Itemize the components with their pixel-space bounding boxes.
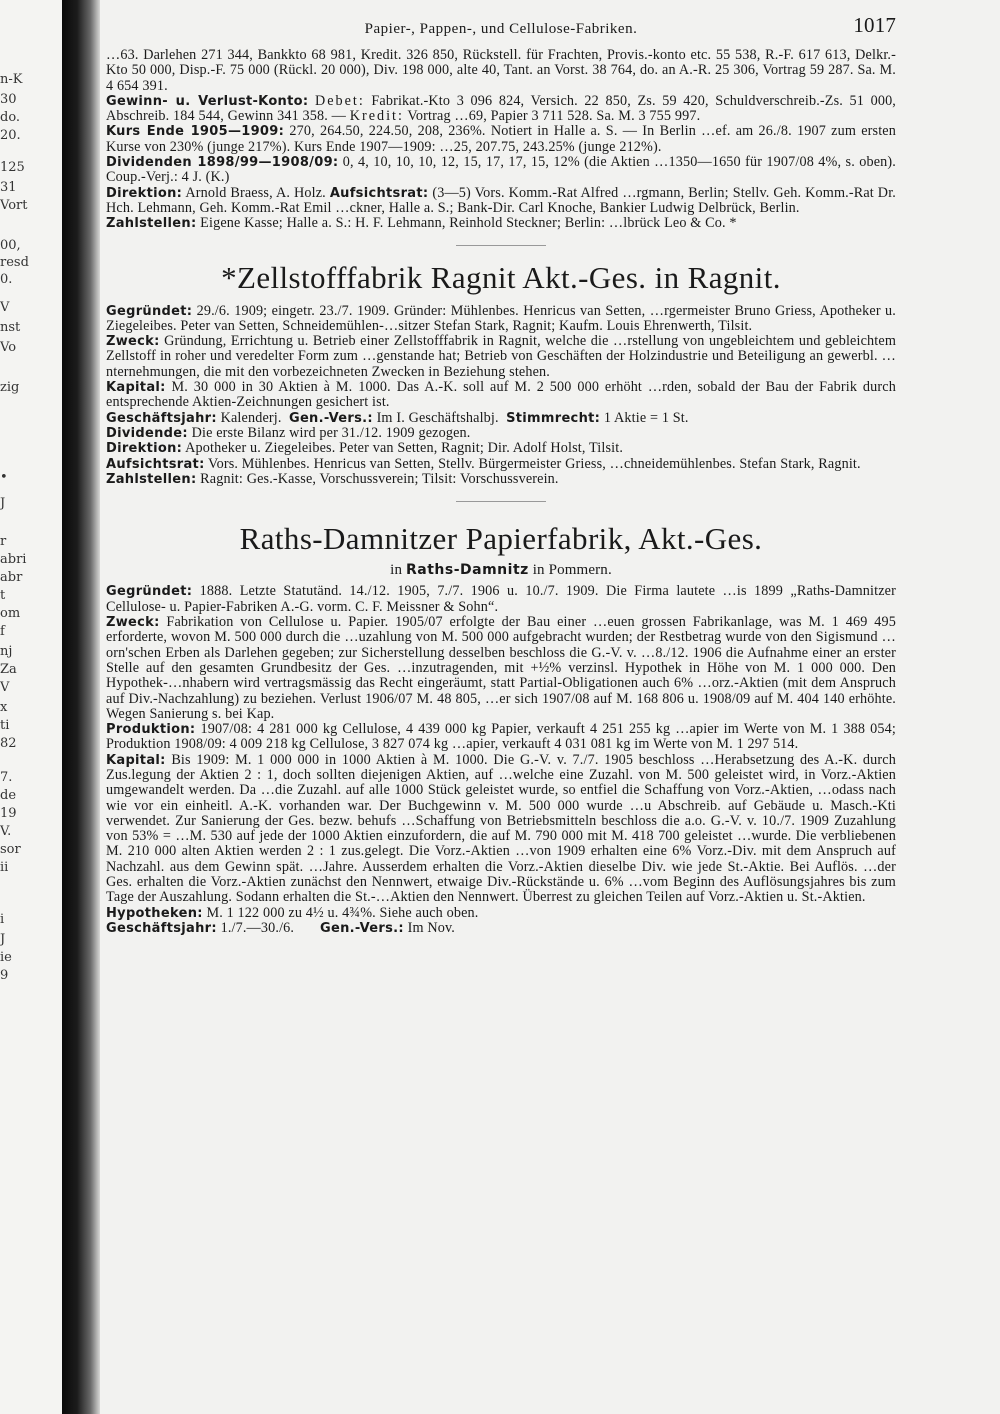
kredit-text: Vortrag …69, Papier 3 711 528. Sa. M. 3 755 997. (407, 108, 701, 125)
zweck-label: Zweck: (106, 615, 160, 631)
gegruendet-label: Gegründet: (106, 584, 193, 600)
dividende-text: Die erste Bilanz wird per 31./12. 1909 gezogen. (191, 424, 471, 441)
kapital-text: Bis 1909: M. 1 000 000 in 1000 Aktien à M. 1000. Die G.-V. v. 7./7. 1905 beschloss …Herabsetzung des A.-K. durch Zus.legung der Aktien 2 : 1, doch sollten diejenigen Aktien, auf …welche eine Zuzahl. von M. 500 geleistet wird, in Vorz.-Aktien umgewandelt werden. Da …die Zuzahl. auf alle 1000 Stück geleistet wurde, so entfiel die Schaffung von Vorz.-Aktien, …odass nach wie vor ein einheitl. A.-K. vorhanden war. Der Buchgewinn v. M. 500 000 wurde …u Abschreib. auf Gebäude u. Masch.-Kti verwendet. Zur Sanierung der Ges. bezw. behufs …Schaffung von Betriebsmitteln beschloss die a.o. G.-V. v. 10./7. 1909 Zuzahlung von 53% = …M. 530 auf jede der 1000 Aktien einzufordern, die auf M. 790 000 mit M. 418 700 geleistet …wurde. Die verbliebenen M. 210 000 alten Aktien werden 2 : 1 zus.gelegt. Die Vorz.-Aktien …von 1909 erhalten eine 6% Vorz.-Div. mit dem Anspruch auf Nachzahl. aus dem Gewinn spät. …Jahre. Ausserdem erhalten die Vorz.-Aktien dieselbe Div. wie jede St.-Aktie. Bei Auflös. …der Ges. erhalten die Vorz.-Aktien zunächst den Nennwert, etwaige Div.-Rückstände u. 6% …vom Beginn des Auflösungsjahres bis zum Tage der Auszahlung. Sodann erhalten die St.-…Aktien den Nennwert. Überrest zu gleichen Teilen auf Vorz.-Aktien u. St.-Aktien. (106, 751, 896, 906)
dividenden-entry (106, 155, 896, 186)
margin-fragment: do. (0, 110, 21, 125)
company-title: *Zellstofffabrik Ragnit Akt.-Ges. in Ragnit. (221, 259, 781, 295)
book-spine-shadow (62, 0, 100, 1414)
produktion-entry (106, 722, 896, 753)
location-prefix: in (390, 562, 403, 579)
stimmrecht-label: Stimmrecht: (506, 410, 601, 426)
margin-fragment: t (0, 588, 6, 603)
stimmrecht-text: 1 Aktie = 1 St. (603, 409, 689, 426)
margin-fragment: abr (0, 570, 23, 585)
zahlstellen-text: Ragnit: Ges.-Kasse, Vorschussverein; Tilsit: Vorschussverein. (200, 470, 559, 487)
margin-fragment: 7. (0, 770, 13, 785)
direktion-entry (106, 441, 896, 456)
location-place: Raths-Damnitz (406, 562, 529, 579)
zahlstellen-entry (106, 216, 896, 231)
entry-raths-damnitzer-papierfabrik (106, 522, 896, 936)
running-head: Papier-, Pappen-, und Cellulose-Fabriken. (364, 21, 638, 37)
kredit-label: Kredit: (349, 108, 404, 125)
dividenden-text: 0, 4, 10, 10, 10, 12, 15, 17, 17, 15, 12% (die Aktien …1350—1650 für 1907/08 4%, s. oben). Coup.-Verj.: 4 J. (K.) (106, 154, 896, 186)
page-number: 1017 (853, 13, 896, 37)
margin-fragment: 31 (0, 180, 17, 195)
section-divider (456, 501, 546, 502)
margin-fragment: 20. (0, 128, 21, 143)
kurs-entry (106, 124, 896, 155)
geschaeftsjahr-label: Geschäftsjahr: (106, 920, 217, 936)
margin-fragment: 9 (0, 968, 9, 983)
margin-fragment: 0. (0, 272, 13, 287)
gegruendet-text: 29./6. 1909; eingetr. 23./7. 1909. Gründer: Mühlenbes. Henricus van Setten, …rgermeister Bruno Griess, Apotheker u. Ziegeleibes. Peter van Setten, Schneidemühlen-…sitzer Stefan Stark, Ragnit; Kaufm. Louis Ehrenwerth, Tilsit. (106, 302, 896, 334)
aufsichtsrat-label: Aufsichtsrat: (329, 185, 429, 201)
margin-fragment: f (0, 624, 5, 639)
gen-vers-label: Gen.-Vers.: (320, 920, 404, 936)
gegruendet-text: 1888. Letzte Statutänd. 14./12. 1905, 7./7. 1906 u. 10./7. 1909. Die Firma lautete …is 1899 „Raths-Damnitzer Cellulose- u. Papier-Fabriken A.-G. vorm. C. F. Meissner & Sohn“. (106, 583, 897, 615)
direktion-text: Apotheker u. Ziegeleibes. Peter van Setten, Ragnit; Dir. Adolf Holst, Tilsit. (185, 440, 624, 457)
kapital-text: M. 30 000 in 30 Aktien à M. 1000. Das A.-K. soll auf M. 2 500 000 erhöht …rden, sobald der Bau der Fabrik durch entsprechende Aktien-Zeichnungen gesichert ist. (106, 379, 896, 411)
gen-vers-text: Im I. Geschäftshalbj. (376, 409, 499, 426)
gegruendet-label: Gegründet: (106, 303, 193, 319)
margin-fragment: nst (0, 320, 21, 335)
margin-fragment: i (0, 912, 5, 927)
margin-fragment: n-K (0, 72, 23, 87)
zweck-entry (106, 334, 896, 380)
margin-fragment: 30 (0, 92, 17, 107)
dividende-label: Dividende: (106, 425, 188, 441)
gegruendet-entry (106, 584, 896, 615)
margin-fragment: de (0, 788, 17, 803)
margin-fragment: zig (0, 380, 20, 395)
margin-fragment: ii (0, 860, 9, 875)
company-location (106, 563, 896, 578)
kapital-entry (106, 753, 896, 906)
margin-fragment: Vort (0, 198, 28, 213)
gegruendet-entry (106, 304, 896, 335)
gewinn-verlust-label: Gewinn- u. Verlust-Konto: (106, 93, 309, 109)
direktion-entry (106, 186, 896, 217)
geschaeftsjahr-text: 1./7.—30./6. (220, 919, 295, 936)
aufsichtsrat-text: Vors. Mühlenbes. Henricus van Setten, Stellv. Bürgermeister Griess, …chneidemühlenbes. Stefan Stark, Ragnit. (208, 455, 861, 472)
page-header (106, 13, 896, 48)
hypotheken-entry (106, 906, 896, 921)
gewinn-verlust-entry (106, 94, 896, 125)
aufsichtsrat-text: (3—5) Vors. Komm.-Rat Alfred …rgmann, Berlin; Stellv. Geh. Komm.-Rat Dr. Hch. Lehmann, Geh. Komm.-Rat Emil …ckner, Halle a. S.; Bank-Dir. Carl Knoche, Bankier Ludwig Delbrück, Berlin. (106, 184, 896, 216)
company-title: Raths-Damnitzer Papierfabrik, Akt.-Ges. (239, 521, 763, 557)
margin-fragment: ie (0, 950, 12, 965)
zweck-text: Fabrikation von Cellulose u. Papier. 1905/07 erfolgte der Bau einer …euen grossen Fabrikanlage, was M. 1 469 495 erforderte, wovon M. 500 000 durch die …uzahlung von M. 500 000 aufgebracht wurden; der Restbetrag wurde von den Sigismund …orn'schen Erben als Darlehen gegeben; zur Sicherstellung desselben beschloss die G.-V. v. …8./12. 1906 die Aufnahme einer an erster Stelle auf den gesamten Grundbesitz der Ges. …inzutragenden, mit +½% verzinsl. Hypothek in Höhe von M. 1 000 000. Den Hypothek-…nhabern wird vertragsmässig das Recht eingeräumt, statt Partial-Obligationen auch 6% …orz.-Aktien (mit dem Anspruch auf Div.-Nachzahlung) zu beziehen. Verlust 1906/07 M. 48 805, …er sich 1907/08 auf M. 168 806 u. 1908/09 auf M. 404 140 erhöhte. Wegen Sanierung s. bei Kap. (106, 614, 896, 722)
aufsichtsrat-label: Aufsichtsrat: (106, 456, 205, 472)
margin-fragment: x (0, 700, 8, 715)
margin-fragment: 00, (0, 238, 21, 253)
direktion-label: Direktion: (106, 441, 183, 457)
margin-fragment: nj (0, 644, 13, 659)
margin-fragment: 125 (0, 160, 25, 175)
geschaeftsjahr-entry (106, 921, 896, 936)
margin-fragment: om (0, 606, 21, 621)
zweck-entry (106, 615, 896, 722)
kapital-label: Kapital: (106, 752, 166, 768)
debet-text: Fabrikat.-Kto 3 096 824, Versich. 22 850, Zs. 59 420, Schuldverschreib.-Zs. 51 000, Abschreib. 184 544, Gewinn 341 358. — (106, 92, 897, 125)
margin-fragment: Za (0, 662, 17, 677)
geschaeftsjahr-label: Geschäftsjahr: (106, 410, 217, 426)
entry-zellstofffabrik-ragnit (106, 261, 896, 488)
margin-fragment: V (0, 680, 10, 695)
left-margin-fragments (0, 0, 62, 1414)
zahlstellen-label: Zahlstellen: (106, 216, 197, 232)
gen-vers-label: Gen.-Vers.: (288, 410, 373, 426)
hypotheken-text: M. 1 122 000 zu 4½ u. 4¾%. Siehe auch oben. (206, 904, 479, 921)
margin-fragment: sor (0, 842, 21, 857)
kurs-label: Kurs Ende 1905—1909: (106, 124, 285, 140)
direktion-label: Direktion: (106, 185, 183, 201)
produktion-label: Produktion: (106, 722, 196, 738)
margin-fragment: ti (0, 718, 10, 733)
margin-fragment: r (0, 534, 7, 549)
margin-fragment: abri (0, 552, 27, 567)
location-suffix: in Pommern. (532, 562, 612, 579)
zweck-text: Gründung, Errichtung u. Betrieb einer Zellstofffabrik in Ragnit, welche die …rstellung von ungebleichtem und gebleichtem Zellstoff in roher und veredelter Form zum …genstande hat; Betrieb von Geschäften der Holzindustrie und Beteiligung an gewerbl. …nternehmungen, die mit den vorbezeichneten Zwecken in Beziehung stehen. (106, 333, 897, 380)
kapital-label: Kapital: (106, 380, 166, 396)
kurs-text: 270, 264.50, 224.50, 208, 236%. Notiert in Halle a. S. — In Berlin …ef. am 26./8. 1907 zum ersten Kurse von 230% (junge 217%). Kurs Ende 1907—1909: …25, 207.75, 243.25% (junge 212%). (106, 123, 896, 155)
zahlstellen-entry (106, 472, 896, 487)
margin-fragment: V (0, 300, 10, 315)
margin-fragment: J (0, 932, 6, 947)
margin-fragment: 19 (0, 806, 17, 821)
margin-fragment: V. (0, 824, 12, 839)
dividenden-label: Dividenden 1898/99—1908/09: (106, 155, 339, 171)
page-content (106, 13, 897, 936)
dividende-entry (106, 426, 896, 441)
margin-fragment: Vo (0, 340, 17, 355)
margin-fragment: • (0, 470, 8, 485)
zweck-label: Zweck: (106, 334, 160, 350)
margin-fragment: resd (0, 255, 29, 270)
margin-fragment: 82 (0, 736, 17, 751)
gen-vers-text: Im Nov. (407, 919, 456, 936)
hypotheken-label: Hypotheken: (106, 905, 203, 921)
balance-text: …63. Darlehen 271 344, Bankkto 68 981, Kredit. 326 850, Rückstell. für Frachten, Provis.-konto etc. 55 538, R.-F. 617 613, Delkr.-Kto 50 000, Disp.-F. 75 000 (Rückl. 20 000), Div. 198 000, alte 40, Tant. an Vorst. 38 764, do. an A.-R. 25 306, Vortrag 59 287. Sa. M. 4 654 391. (106, 47, 896, 94)
previous-entry-continuation (106, 48, 896, 232)
direktion-text: Arnold Braess, A. Holz. (185, 184, 326, 201)
kapital-entry (106, 380, 896, 411)
section-divider (456, 245, 546, 246)
produktion-text: 1907/08: 4 281 000 kg Cellulose, 4 439 000 kg Papier, verkauft 4 251 255 kg …apier im Werte von M. 1 388 054; Produktion 1908/09: 4 009 218 kg Cellulose, 3 827 074 kg …apier, verkauft 4 031 081 kg im Werte von M. 1 297 514. (106, 721, 896, 753)
zahlstellen-label: Zahlstellen: (106, 471, 197, 487)
debet-label: Debet: (314, 92, 365, 109)
geschaeftsjahr-entry (106, 411, 896, 426)
margin-fragment: J (0, 496, 6, 511)
aufsichtsrat-entry (106, 457, 896, 472)
zahlstellen-text: Eigene Kasse; Halle a. S.: H. F. Lehmann, Reinhold Steckner; Berlin: …lbrück Leo & Co. * (200, 215, 737, 232)
geschaeftsjahr-text: Kalenderj. (220, 409, 282, 426)
